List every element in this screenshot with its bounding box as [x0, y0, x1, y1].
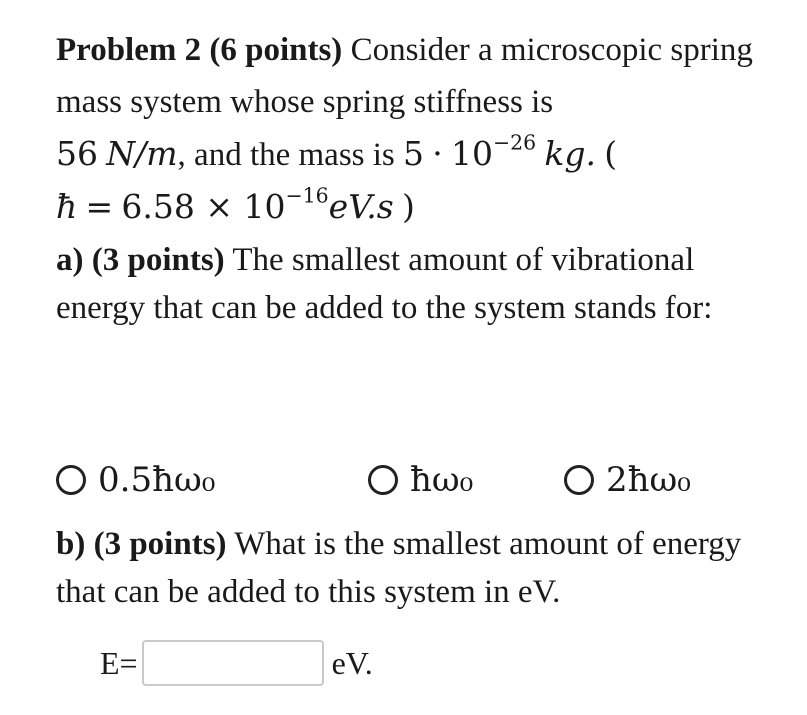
mass-dot: ·: [432, 134, 443, 173]
energy-unit: eV.: [331, 644, 373, 681]
answer-options: [56, 455, 776, 505]
close-paren: ): [401, 187, 415, 226]
hbar-symbol: ħ: [56, 187, 78, 226]
hbar-exponent: −16: [285, 183, 329, 208]
stiffness-unit: N/m: [106, 134, 178, 173]
part-a-question: [56, 236, 776, 332]
problem-heading: Problem 2 (6 points): [56, 32, 343, 68]
radio-icon[interactable]: [56, 465, 86, 495]
mass-unit: kg.: [544, 134, 597, 173]
mass-text: , and the mass is: [177, 137, 395, 173]
option-label: 0.5ħω₀: [98, 460, 216, 500]
stiffness-value: 56: [56, 134, 98, 173]
problem-intro: Consider a microscopic spring mass system whose spring stiffness is: [56, 32, 753, 120]
part-a-text: The smallest amount of vibrational energy that can be added to the system stands for:: [56, 242, 713, 326]
option-label: ħω₀: [410, 460, 474, 500]
hbar-unit: eV.s: [328, 187, 394, 226]
option-two-hbar-omega[interactable]: [564, 455, 691, 505]
open-paren: (: [604, 134, 618, 173]
radio-icon[interactable]: [564, 465, 594, 495]
part-b-text: What is the smallest amount of energy that can be added to this system in eV.: [56, 526, 742, 610]
mass-base: 10: [451, 134, 494, 173]
option-half-hbar-omega[interactable]: [56, 455, 215, 505]
option-label: 2ħω₀: [606, 460, 691, 500]
radio-icon[interactable]: [368, 465, 398, 495]
mass-exponent: −26: [493, 130, 537, 155]
hbar-value: 6.58 × 10: [121, 187, 286, 226]
part-b-question: [56, 520, 776, 616]
problem-statement: [56, 24, 776, 234]
mass-coefficient: 5: [403, 134, 425, 173]
part-a-label: a) (3 points): [56, 242, 225, 278]
energy-prefix: E=: [100, 644, 138, 681]
equals-sign: =: [85, 187, 114, 226]
energy-input[interactable]: [142, 640, 324, 686]
part-b-label: b) (3 points): [56, 526, 227, 562]
option-hbar-omega[interactable]: [368, 455, 473, 505]
energy-answer-row: [100, 638, 373, 688]
